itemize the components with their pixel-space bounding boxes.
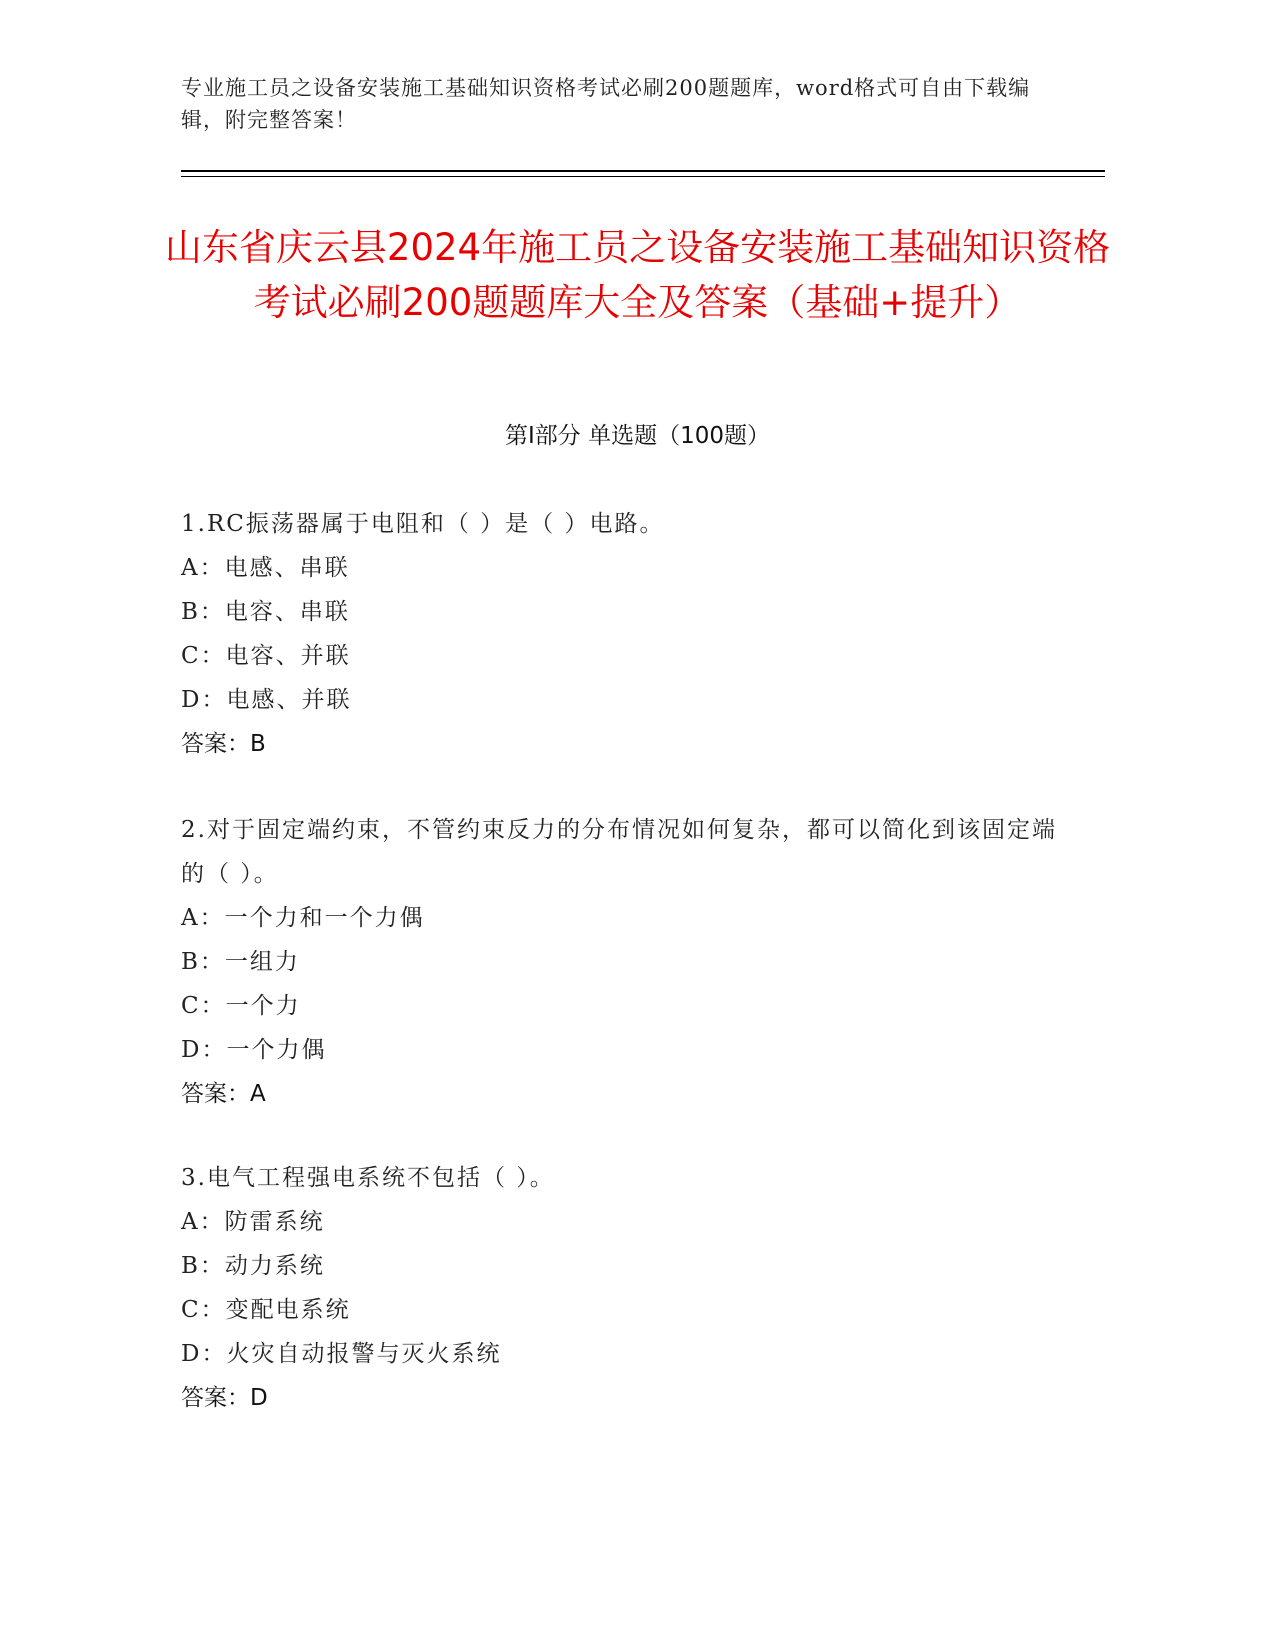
document-title: 山东省庆云县2024年施工员之设备安装施工基础知识资格考试必刷200题题库大全及答案（基础+提升） — [164, 226, 1111, 324]
option-c: C：电容、并联 — [181, 643, 351, 669]
option-d: D：火灾自动报警与灭火系统 — [181, 1341, 502, 1367]
section-heading: 第Ⅰ部分 单选题（100题） — [505, 423, 770, 449]
header-rule-thin — [181, 176, 1105, 177]
question-stem: 3.电气工程强电系统不包括（ ）。 — [181, 1165, 555, 1191]
option-a: A：一个力和一个力偶 — [181, 905, 425, 931]
question-item — [181, 1156, 1061, 1420]
option-b: B：动力系统 — [181, 1253, 325, 1279]
option-c: C：一个力 — [181, 993, 301, 1019]
question-item — [181, 502, 1061, 766]
option-b: B：电容、串联 — [181, 599, 350, 625]
option-a: A：防雷系统 — [181, 1209, 325, 1235]
option-c: C：变配电系统 — [181, 1297, 351, 1323]
answer-line: 答案：A — [181, 1081, 266, 1107]
header-rule-thick — [181, 170, 1105, 172]
answer-line: 答案：B — [181, 731, 266, 757]
question-item — [181, 808, 1061, 1116]
header-note: 专业施工员之设备安装施工基础知识资格考试必刷200题题库，word格式可自由下载编辑，附完整答案！ — [181, 76, 1031, 132]
answer-line: 答案：D — [181, 1385, 268, 1411]
option-d: D：一个力偶 — [181, 1037, 327, 1063]
option-a: A：电感、串联 — [181, 555, 350, 581]
option-d: D：电感、并联 — [181, 687, 352, 713]
option-b: B：一组力 — [181, 949, 300, 975]
question-stem: 1.RC振荡器属于电阻和（ ）是（ ）电路。 — [181, 511, 665, 537]
question-stem: 2.对于固定端约束，不管约束反力的分布情况如何复杂，都可以简化到该固定端的（ ）。 — [181, 817, 1057, 887]
